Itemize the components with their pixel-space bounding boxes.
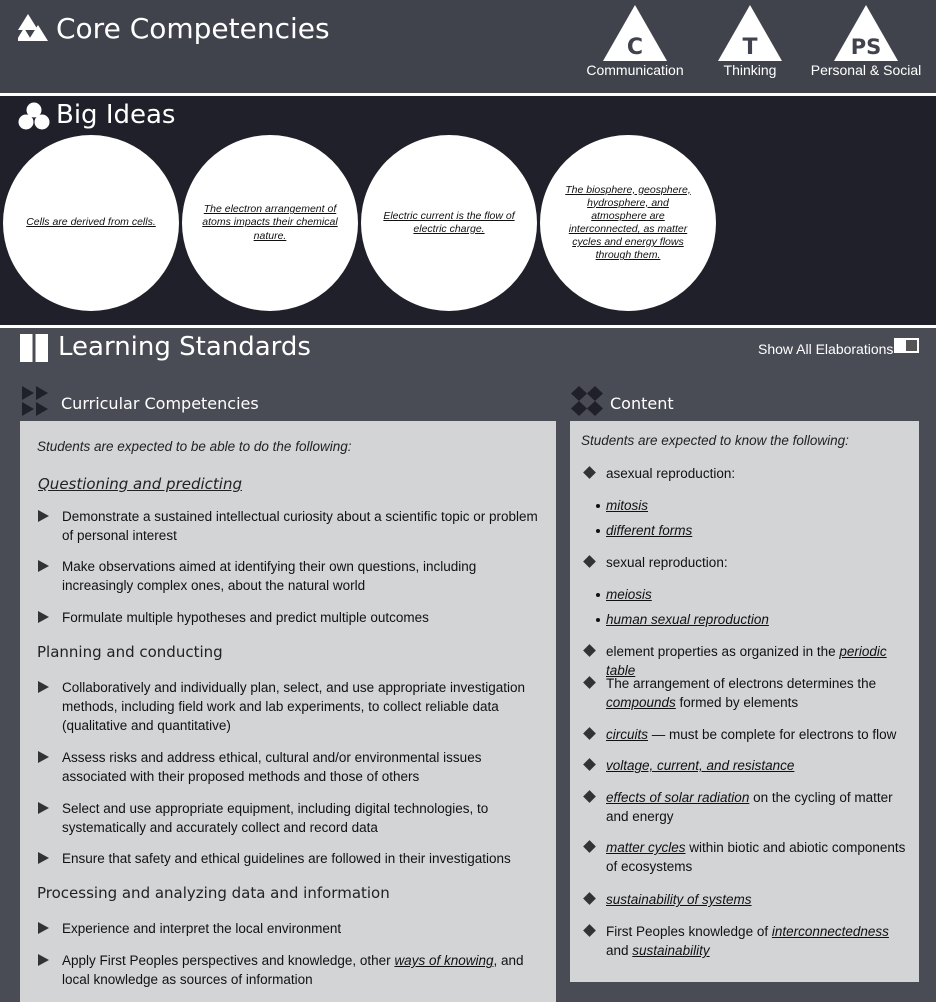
core-competencies-title: Core Competencies (56, 12, 330, 45)
competency-text: Formulate multiple hypotheses and predict multiple outcomes (62, 610, 429, 625)
triangle-icon (602, 4, 668, 62)
text-part: and (606, 943, 633, 958)
diamond-bullet-icon (583, 676, 596, 689)
text-part: Apply First Peoples perspectives and knowledge, other (62, 953, 395, 968)
core-competencies-icon (18, 14, 48, 42)
curricular-intro: Students are expected to be able to do the following: (37, 439, 352, 454)
planning-conducting-heading: Planning and conducting (37, 643, 223, 661)
big-idea-text[interactable]: The biosphere, geosphere, hydrosphere, and atmosphere are interconnected, as matter cycles and energy flows through them. (565, 183, 691, 262)
competency-thinking[interactable] (695, 4, 805, 84)
circuits-link[interactable]: circuits (606, 727, 649, 742)
competency-text: Select and use appropriate equipment, including digital technologies, to systematically and accurately collect and record data (62, 801, 489, 835)
core-competencies-section (0, 0, 936, 93)
triangle-icon (833, 4, 899, 62)
arrow-bullet-icon (38, 852, 49, 864)
competency-label: Personal & Social (810, 62, 922, 78)
content-text: sexual reproduction: (606, 555, 728, 570)
big-idea-bubble[interactable] (3, 135, 179, 311)
content-text (606, 788, 911, 826)
content-text (606, 922, 911, 960)
competency-text: Assess risks and address ethical, cultural and/or environmental issues associated with their proposed methods and those of others (62, 750, 482, 784)
diamond-bullet-icon (583, 466, 596, 479)
human-sexual-reproduction-link[interactable]: human sexual reproduction (606, 612, 769, 627)
show-all-elaborations-label[interactable]: Show All Elaborations (758, 341, 894, 357)
competency-text: Ensure that safety and ethical guidelines are followed in their investigations (62, 851, 511, 866)
show-all-elaborations-toggle[interactable] (894, 338, 919, 353)
text-part: The arrangement of electrons determines the (606, 676, 877, 691)
competency-communication[interactable] (580, 4, 690, 84)
content-text (606, 838, 911, 876)
big-ideas-icon (18, 102, 50, 130)
content-title: Content (610, 394, 674, 413)
big-idea-bubble[interactable] (540, 135, 716, 311)
competency-letter: PS (850, 35, 882, 59)
arrow-bullet-icon (38, 611, 49, 623)
diamond-bullet-icon (583, 790, 596, 803)
text-part: First Peoples knowledge of (606, 924, 772, 939)
diamond-bullet-icon (583, 644, 596, 657)
compounds-link[interactable]: compounds (606, 695, 676, 710)
content-text (606, 725, 911, 744)
content-icon (571, 386, 603, 416)
arrow-bullet-icon (38, 681, 49, 693)
periodic-table-link[interactable]: periodic table (606, 644, 887, 678)
learning-standards-icon (20, 334, 48, 362)
learning-standards-section (0, 328, 936, 1002)
text-part: within biotic and abiotic components of ecosystems (606, 840, 906, 874)
matter-cycles-link[interactable]: matter cycles (606, 840, 686, 855)
content-text (606, 890, 911, 909)
arrow-bullet-icon (38, 751, 49, 763)
curricular-competencies-panel (20, 421, 556, 1002)
competency-text: Make observations aimed at identifying their own questions, including increasingly complex ones, about the natural world (62, 559, 477, 593)
diamond-bullet-icon (583, 727, 596, 740)
questioning-predicting-heading[interactable]: Questioning and predicting (38, 475, 242, 493)
competency-letter: T (742, 35, 758, 60)
different-forms-link[interactable]: different forms (606, 523, 693, 538)
big-ideas-section (0, 96, 936, 325)
big-idea-bubble[interactable] (361, 135, 537, 311)
diamond-bullet-icon (583, 840, 596, 853)
curricular-competencies-icon (22, 386, 50, 416)
competency-personal-social[interactable] (811, 4, 921, 84)
voltage-current-resistance-link[interactable]: voltage, current, and resistance (606, 758, 795, 773)
text-part: formed by elements (675, 695, 799, 710)
processing-analyzing-heading: Processing and analyzing data and information (37, 884, 390, 902)
meiosis-link[interactable]: meiosis (606, 587, 652, 602)
text-part: element properties as organized in the (606, 644, 840, 659)
diamond-bullet-icon (583, 758, 596, 771)
competency-letter: C (626, 35, 644, 60)
arrow-bullet-icon (38, 802, 49, 814)
diamond-bullet-icon (583, 924, 596, 937)
arrow-bullet-icon (38, 510, 49, 522)
competency-text: Collaboratively and individually plan, select, and use appropriate investigation methods, including field work and lab experiments, to collect reliable data (qualitative and quantitative) (62, 680, 526, 733)
competency-text (62, 951, 542, 989)
arrow-bullet-icon (38, 954, 49, 966)
arrow-bullet-icon (38, 560, 49, 572)
learning-standards-title: Learning Standards (58, 332, 311, 362)
content-text (606, 674, 911, 712)
diamond-bullet-icon (583, 892, 596, 905)
big-idea-text[interactable]: Cells are derived from cells. (26, 216, 156, 229)
sustainability-of-systems-link[interactable]: sustainability of systems (606, 892, 752, 907)
arrow-bullet-icon (38, 922, 49, 934)
mitosis-link[interactable]: mitosis (606, 498, 649, 513)
big-ideas-title: Big Ideas (56, 100, 176, 130)
big-idea-text[interactable]: Electric current is the flow of electric charge. (383, 209, 515, 235)
content-text (606, 756, 911, 775)
effects-of-solar-radiation-link[interactable]: effects of solar radiation (606, 790, 750, 805)
sustainability-link[interactable]: sustainability (632, 943, 710, 958)
content-panel (570, 421, 919, 982)
text-part: on the cycling of matter and energy (606, 790, 893, 824)
big-idea-bubble[interactable] (182, 135, 358, 311)
triangle-icon (717, 4, 783, 62)
text-part: , and local knowledge as sources of information (62, 953, 524, 987)
diamond-bullet-icon (583, 555, 596, 568)
competency-label: Communication (586, 62, 684, 78)
competency-text: Demonstrate a sustained intellectual curiosity about a scientific topic or problem of personal interest (62, 509, 538, 543)
text-part: — must be complete for electrons to flow (648, 727, 897, 742)
curricular-competencies-title: Curricular Competencies (61, 394, 259, 413)
competency-text: Experience and interpret the local environment (62, 921, 342, 936)
big-idea-text[interactable]: The electron arrangement of atoms impacts their chemical nature. (202, 203, 338, 242)
ways-of-knowing-link[interactable]: ways of knowing (394, 953, 494, 968)
competency-label: Thinking (723, 62, 777, 78)
interconnectedness-link[interactable]: interconnectedness (771, 924, 889, 939)
content-text: asexual reproduction: (606, 466, 736, 481)
content-intro: Students are expected to know the following: (581, 433, 849, 448)
